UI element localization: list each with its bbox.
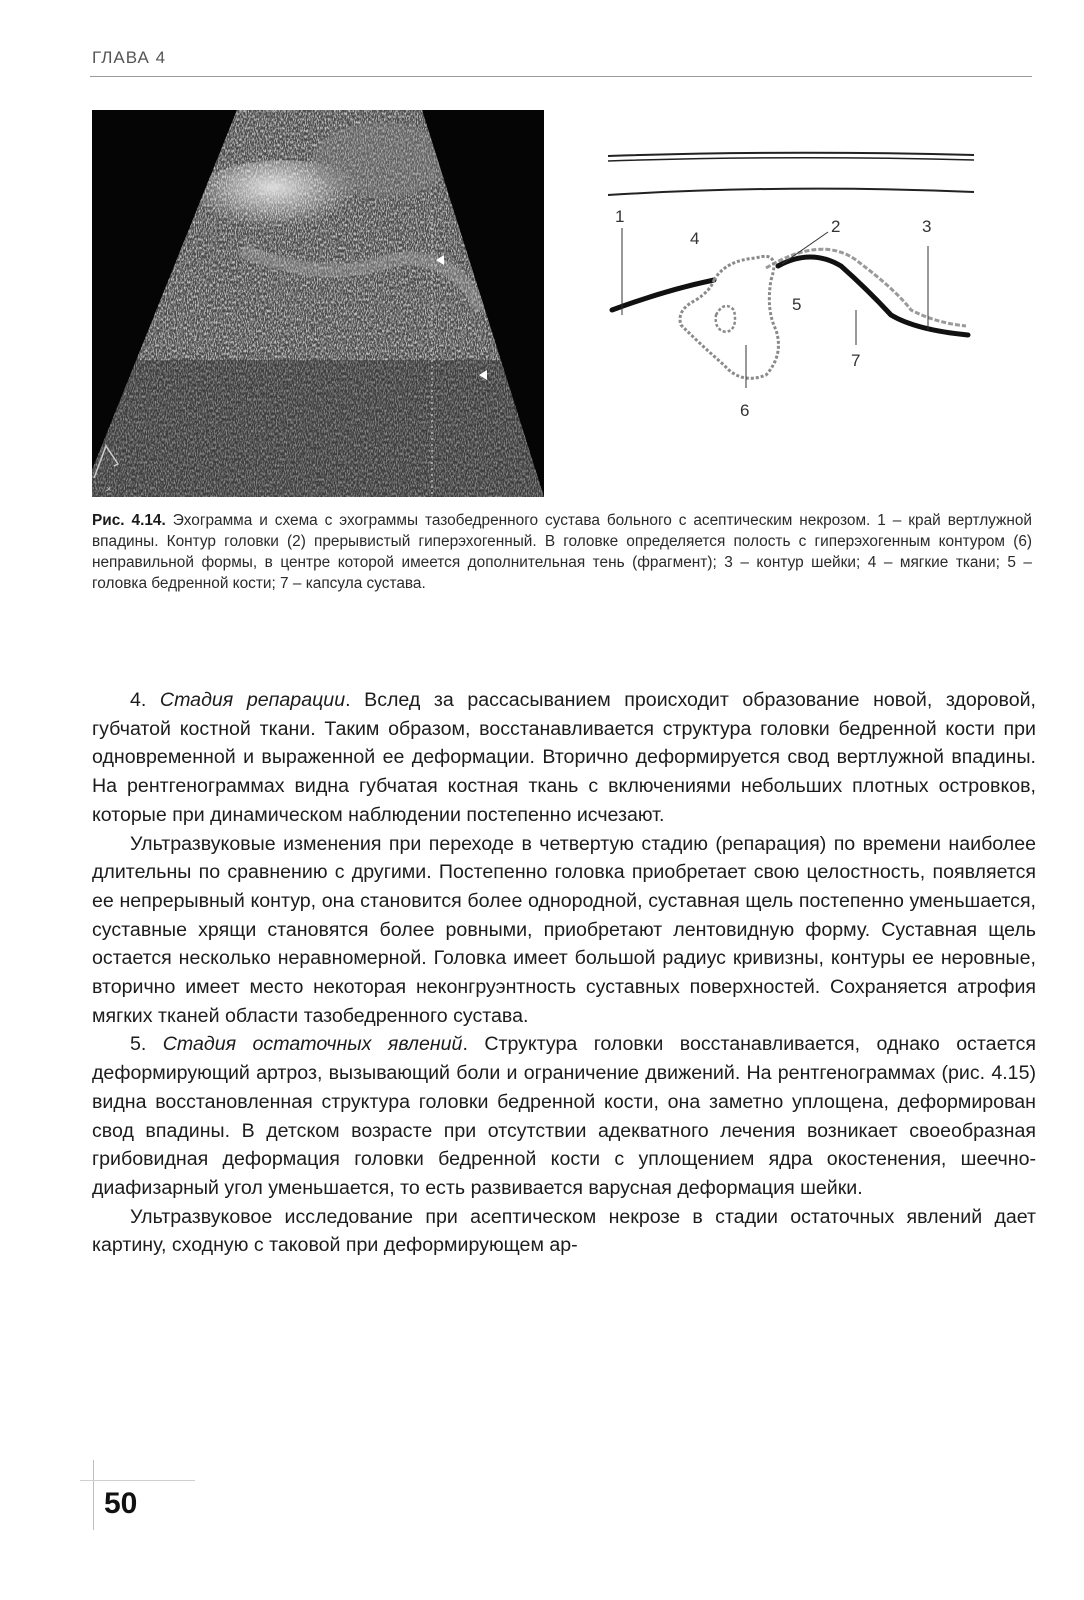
corner-mark [93,1460,94,1530]
paragraph-ultrasound-repair: Ультразвуковые изменения при переходе в четвертую стадию (репарация) по времени наиболее длительны по сравнению с другими. Постепенно головка приобретает свою целостность, появляется ее непрерывный контур, она становится более однородной, суставная щель постепенно уменьшается, суставные хрящи становятся более ровными, приобретают лентовидную форму. Суставная щель остается несколько неравномерной. Головка имеет большой радиус кривизны, контуры ее неровные, вторично имеет место некоторая неконгруэнтность суставных поверхностей. Сохраняется атрофия мягких тканей области тазобедренного сустава. [92,832,1036,1027]
paragraph-stage-5 [92,1030,1036,1202]
figure-caption [92,510,1032,594]
svg-text:×: × [106,484,112,494]
page-number: 50 [104,1487,138,1520]
schema-label-4: 4 [690,229,700,248]
paragraph-number: 4. [130,689,160,711]
figure-caption-label: Рис. 4.14. [92,512,166,529]
schema-label-1: 1 [615,207,625,226]
paragraph-text: . Структура головки восстанавливается, однако остается деформирующий артроз, вызывающий боли и ограничение движений. На рентгенограммах (рис. 4.15) видна восстановленная структура головки бедренной кости, она заметно уплощена, деформирован свод впадины. В детском возрасте при отсутствии адекватного лечения возникает своеобразная грибовидная деформация головки бедренной кости с уплощением ядра окостенения, шеечно-диафизарный угол уменьшается, то есть развивается варусная деформация шейки. [92,1033,1036,1199]
stage-title: Стадия репарации [159,689,346,711]
stage-title: Стадия остаточных явлений [162,1033,463,1056]
header-rule [90,76,1032,77]
corner-mark [80,1480,195,1481]
figure-caption-text: Эхограмма и схема с эхограммы тазобедренного сустава больного с асептическим некрозом. 1 – край вертлужной впадины. Контур головки (2) прерывистый гиперэхогенный. В головке определяется полость с гиперэхогенным контуром (6) неправильной формы, в центре которой имеется дополнительная тень (фрагмент); 3 – контур шейки; 4 – мягкие ткани; 5 – головка бедренной кости; 7 – капсула сустава. [92,512,1032,592]
paragraph-stage-4 [92,686,1036,830]
body-text [92,686,1036,1260]
schema-label-2: 2 [831,217,841,236]
schema-label-5: 5 [792,295,802,314]
schema-label-3: 3 [922,217,932,236]
schema-label-7: 7 [851,351,861,370]
schema-label-6: 6 [740,401,750,420]
ultrasound-echogram-image [92,110,544,497]
paragraph-ultrasound-residual: Ультразвуковое исследование при асептическом некрозе в стадии остаточных явлений дает картину, сходную с таковой при деформирующем ар- [92,1205,1036,1257]
running-head: ГЛАВА 4 [92,48,167,67]
paragraph-number: 5. [130,1033,163,1056]
echogram-schema-diagram [606,140,1006,460]
paragraph-text: . Вслед за рассасыванием происходит образование новой, здоровой, губчатой костной ткани. Таким образом, восстанавливается структура головки бедренной кости при одновременной и выраженной ее деформации. Вторично деформируется свод вертлужной впадины. На рентгенограммах видна губчатая костная ткань с включениями небольших плотных островков, которые при динамическом наблюдении постепенно исчезают. [92,689,1036,826]
